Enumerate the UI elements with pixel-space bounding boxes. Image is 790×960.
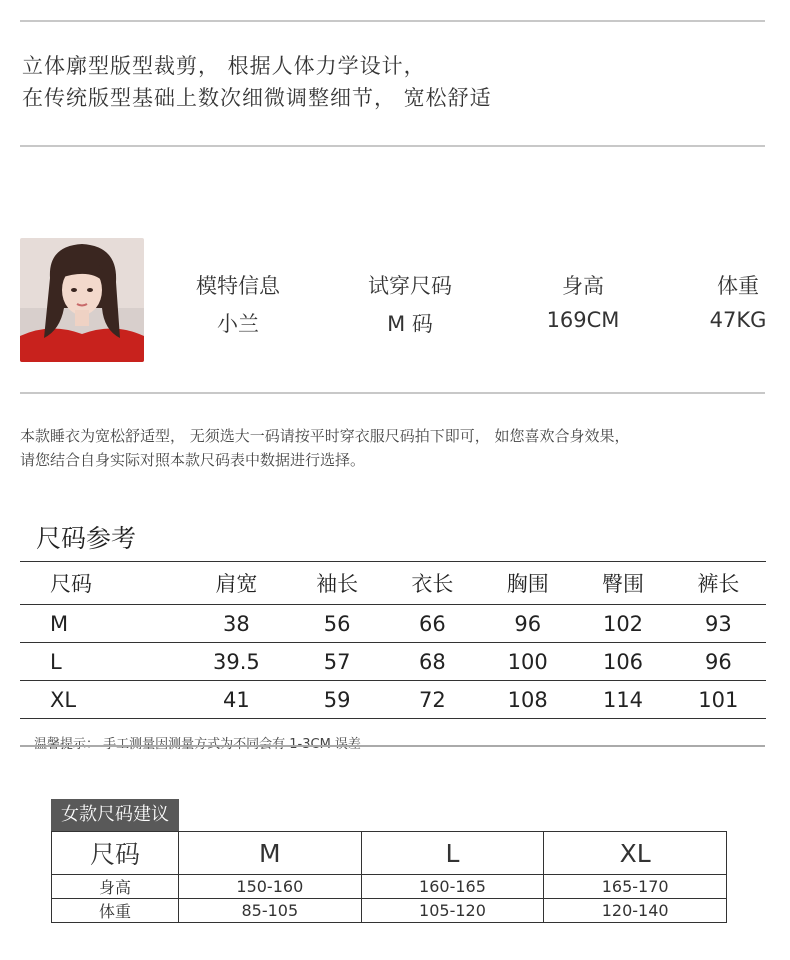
table-row — [20, 605, 766, 643]
table-cell: 68 — [385, 643, 480, 681]
table-cell: 96 — [480, 605, 575, 643]
table-cell: 106 — [575, 643, 670, 681]
size-header-pants: 裤长 — [671, 562, 766, 605]
table-cell: 57 — [289, 643, 384, 681]
table-row — [20, 643, 766, 681]
divider-tip — [20, 745, 765, 747]
size-table — [20, 561, 766, 719]
recommend-tag: 女款尺码建议 — [51, 799, 179, 831]
divider-top — [20, 20, 765, 22]
divider-model — [20, 392, 765, 394]
table-cell: 100 — [480, 643, 575, 681]
table-cell: XL — [20, 681, 183, 719]
table-cell: 108 — [480, 681, 575, 719]
recommend-table — [51, 831, 727, 923]
size-note — [20, 424, 770, 472]
table-cell: 160-165 — [361, 875, 544, 899]
model-weight-label: 体重 — [717, 274, 759, 298]
size-note-line-2: 请您结合自身实际对照本款尺码表中数据进行选择。 — [20, 451, 366, 469]
rec-header-xl: XL — [544, 832, 727, 875]
table-cell: 身高 — [52, 875, 179, 899]
table-cell: 120-140 — [544, 899, 727, 923]
divider-intro — [20, 145, 765, 147]
size-header-hip: 臀围 — [575, 562, 670, 605]
table-row — [52, 875, 727, 899]
table-cell: 96 — [671, 643, 766, 681]
table-cell: M — [20, 605, 183, 643]
model-height-label: 身高 — [562, 274, 604, 298]
table-cell: 150-160 — [179, 875, 362, 899]
table-cell: 体重 — [52, 899, 179, 923]
table-cell: 72 — [385, 681, 480, 719]
table-cell: 101 — [671, 681, 766, 719]
table-cell: L — [20, 643, 183, 681]
recommend-header-row — [52, 832, 727, 875]
intro-line-2: 在传统版型基础上数次细微调整细节， 宽松舒适 — [22, 86, 492, 110]
table-cell: 114 — [575, 681, 670, 719]
intro-line-1: 立体廓型版型裁剪， 根据人体力学设计， — [22, 54, 426, 78]
table-row — [20, 681, 766, 719]
table-cell: 38 — [183, 605, 289, 643]
size-header-sleeve: 袖长 — [289, 562, 384, 605]
table-cell: 93 — [671, 605, 766, 643]
table-cell: 165-170 — [544, 875, 727, 899]
size-table-header-row — [20, 562, 766, 605]
size-table-title: 尺码参考 — [36, 524, 137, 553]
table-cell: 59 — [289, 681, 384, 719]
model-photo — [20, 238, 144, 362]
table-cell: 39.5 — [183, 643, 289, 681]
table-cell: 66 — [385, 605, 480, 643]
model-size-label: 试穿尺码 — [368, 274, 452, 298]
size-header-size: 尺码 — [20, 562, 183, 605]
intro-text — [22, 50, 492, 114]
model-size-value: M 码 — [387, 312, 433, 336]
model-height-value: 169CM — [546, 308, 620, 332]
model-weight-value: 47KG — [709, 308, 767, 332]
size-header-chest: 胸围 — [480, 562, 575, 605]
model-portrait-icon — [20, 238, 144, 362]
size-header-shoulder: 肩宽 — [183, 562, 289, 605]
table-row — [52, 899, 727, 923]
table-cell: 41 — [183, 681, 289, 719]
rec-header-size: 尺码 — [52, 832, 179, 875]
size-note-line-1: 本款睡衣为宽松舒适型， 无须选大一码请按平时穿衣服尺码拍下即可， 如您喜欢合身效果， — [20, 427, 630, 445]
table-cell: 56 — [289, 605, 384, 643]
size-header-length: 衣长 — [385, 562, 480, 605]
table-cell: 85-105 — [179, 899, 362, 923]
rec-header-l: L — [361, 832, 544, 875]
model-name: 小兰 — [217, 312, 259, 336]
table-cell: 102 — [575, 605, 670, 643]
measurement-tip — [34, 733, 361, 752]
rec-header-m: M — [179, 832, 362, 875]
model-info-label: 模特信息 — [196, 274, 280, 298]
table-cell: 105-120 — [361, 899, 544, 923]
